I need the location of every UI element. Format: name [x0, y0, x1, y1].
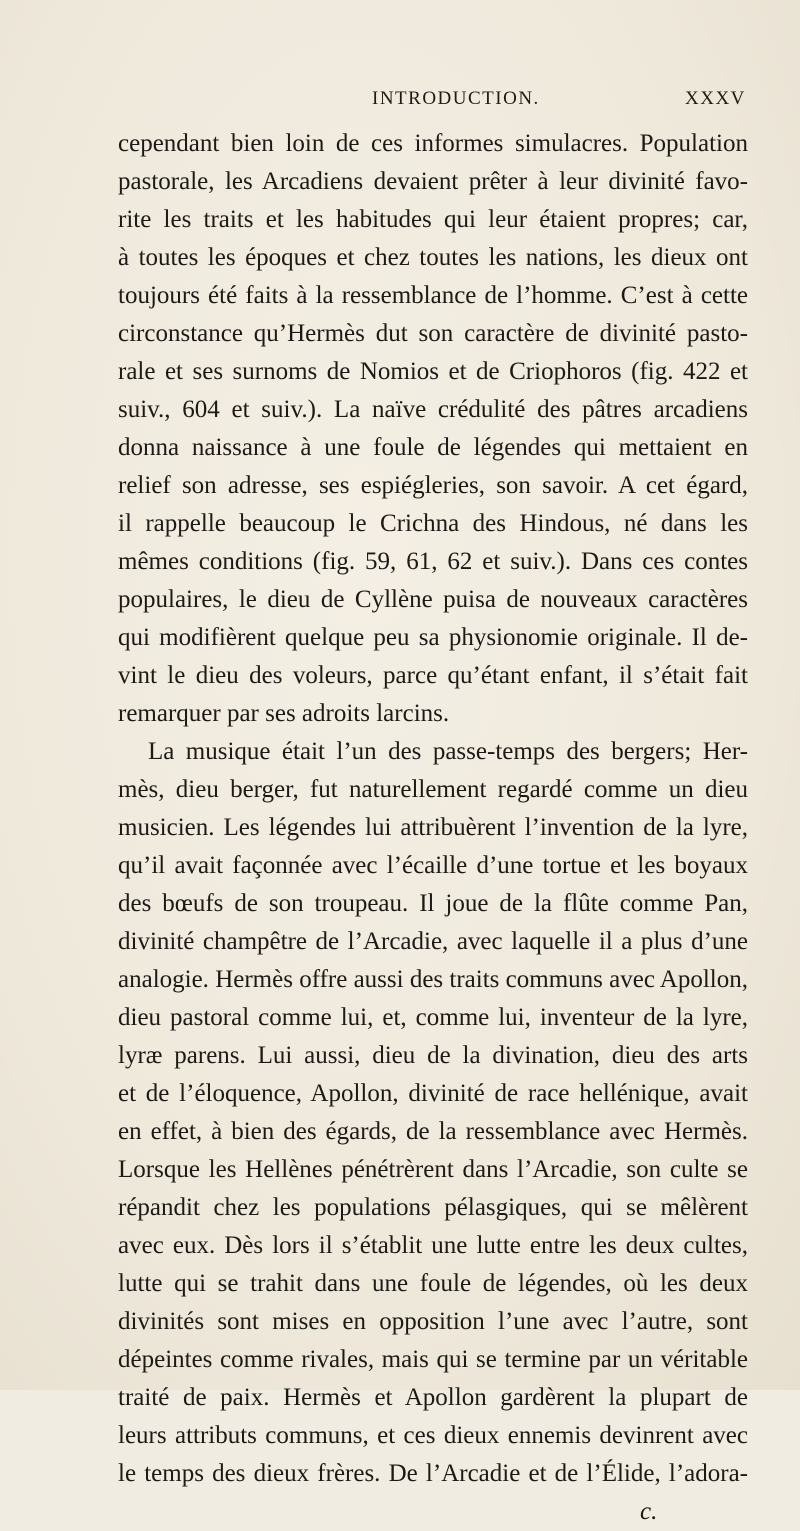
text-line: circonstance qu’Hermès dut son caractère de divinité pasto- — [118, 320, 748, 347]
paragraph-start-line: La musique était l’un des passe-temps des bergers; Her- — [148, 738, 748, 765]
text-line: dépeintes comme rivales, mais qui se termine par un véritable — [118, 1346, 748, 1373]
text-line: et de l’éloquence, Apollon, divinité de race hellénique, avait — [118, 1080, 748, 1107]
text-line: divinité champêtre de l’Arcadie, avec laquelle il a plus d’une — [118, 928, 748, 955]
text-line: relief son adresse, ses espiégleries, son savoir. A cet égard, — [118, 472, 748, 499]
body-text — [118, 125, 748, 1531]
text-line: populaires, le dieu de Cyllène puisa de nouveaux caractères — [118, 586, 748, 613]
text-line: rite les traits et les habitudes qui leur étaient propres; car, — [118, 206, 748, 233]
text-line: pastorale, les Arcadiens devaient prêter à leur divinité favo- — [118, 168, 748, 195]
text-line: mès, dieu berger, fut naturellement regardé comme un dieu — [118, 776, 748, 803]
text-line: musicien. Les légendes lui attribuèrent l’invention de la lyre, — [118, 814, 748, 841]
text-line: lyræ parens. Lui aussi, dieu de la divination, dieu des arts — [118, 1042, 748, 1069]
catchword: c. — [640, 1498, 658, 1525]
text-line: des bœufs de son troupeau. Il joue de la flûte comme Pan, — [118, 890, 748, 917]
text-line: répandit chez les populations pélasgiques, qui se mêlèrent — [118, 1194, 748, 1221]
text-line: dieu pastoral comme lui, et, comme lui, inventeur de la lyre, — [118, 1004, 748, 1031]
text-line: suiv., 604 et suiv.). La naïve crédulité des pâtres arcadiens — [118, 396, 748, 423]
text-line: il rappelle beaucoup le Crichna des Hindous, né dans les — [118, 510, 748, 537]
text-line: en effet, à bien des égards, de la ressemblance avec Hermès. — [118, 1118, 748, 1145]
text-line: traité de paix. Hermès et Apollon gardèrent la plupart de — [118, 1384, 748, 1411]
text-line: cependant bien loin de ces informes simulacres. Population — [118, 130, 748, 157]
text-line: donna naissance à une foule de légendes qui mettaient en — [118, 434, 748, 461]
text-line: qui modifièrent quelque peu sa physionomie originale. Il de- — [118, 624, 748, 651]
page-number: XXXV — [685, 88, 746, 109]
text-line: Lorsque les Hellènes pénétrèrent dans l’Arcadie, son culte se — [118, 1156, 748, 1183]
text-line: divinités sont mises en opposition l’une avec l’autre, sont — [118, 1308, 748, 1335]
running-head — [0, 88, 800, 118]
text-line: toujours été faits à la ressemblance de l’homme. C’est à cette — [118, 282, 748, 309]
text-line: avec eux. Dès lors il s’établit une lutte entre les deux cultes, — [118, 1232, 748, 1259]
text-line: mêmes conditions (fig. 59, 61, 62 et suiv.). Dans ces contes — [118, 548, 748, 575]
text-line: analogie. Hermès offre aussi des traits communs avec Apollon, — [118, 966, 748, 993]
running-head-title: INTRODUCTION. — [372, 88, 540, 109]
text-line: lutte qui se trahit dans une foule de légendes, où les deux — [118, 1270, 748, 1297]
text-line: leurs attributs communs, et ces dieux ennemis devinrent avec — [118, 1422, 748, 1449]
text-line: qu’il avait façonnée avec l’écaille d’une tortue et les boyaux — [118, 852, 748, 879]
text-line: rale et ses surnoms de Nomios et de Criophoros (fig. 422 et — [118, 358, 748, 385]
text-line: remarquer par ses adroits larcins. — [118, 700, 450, 727]
text-line: vint le dieu des voleurs, parce qu’étant enfant, il s’était fait — [118, 662, 748, 689]
text-line: le temps des dieux frères. De l’Arcadie et de l’Élide, l’adora- — [118, 1460, 748, 1487]
text-line: à toutes les époques et chez toutes les nations, les dieux ont — [118, 244, 748, 271]
